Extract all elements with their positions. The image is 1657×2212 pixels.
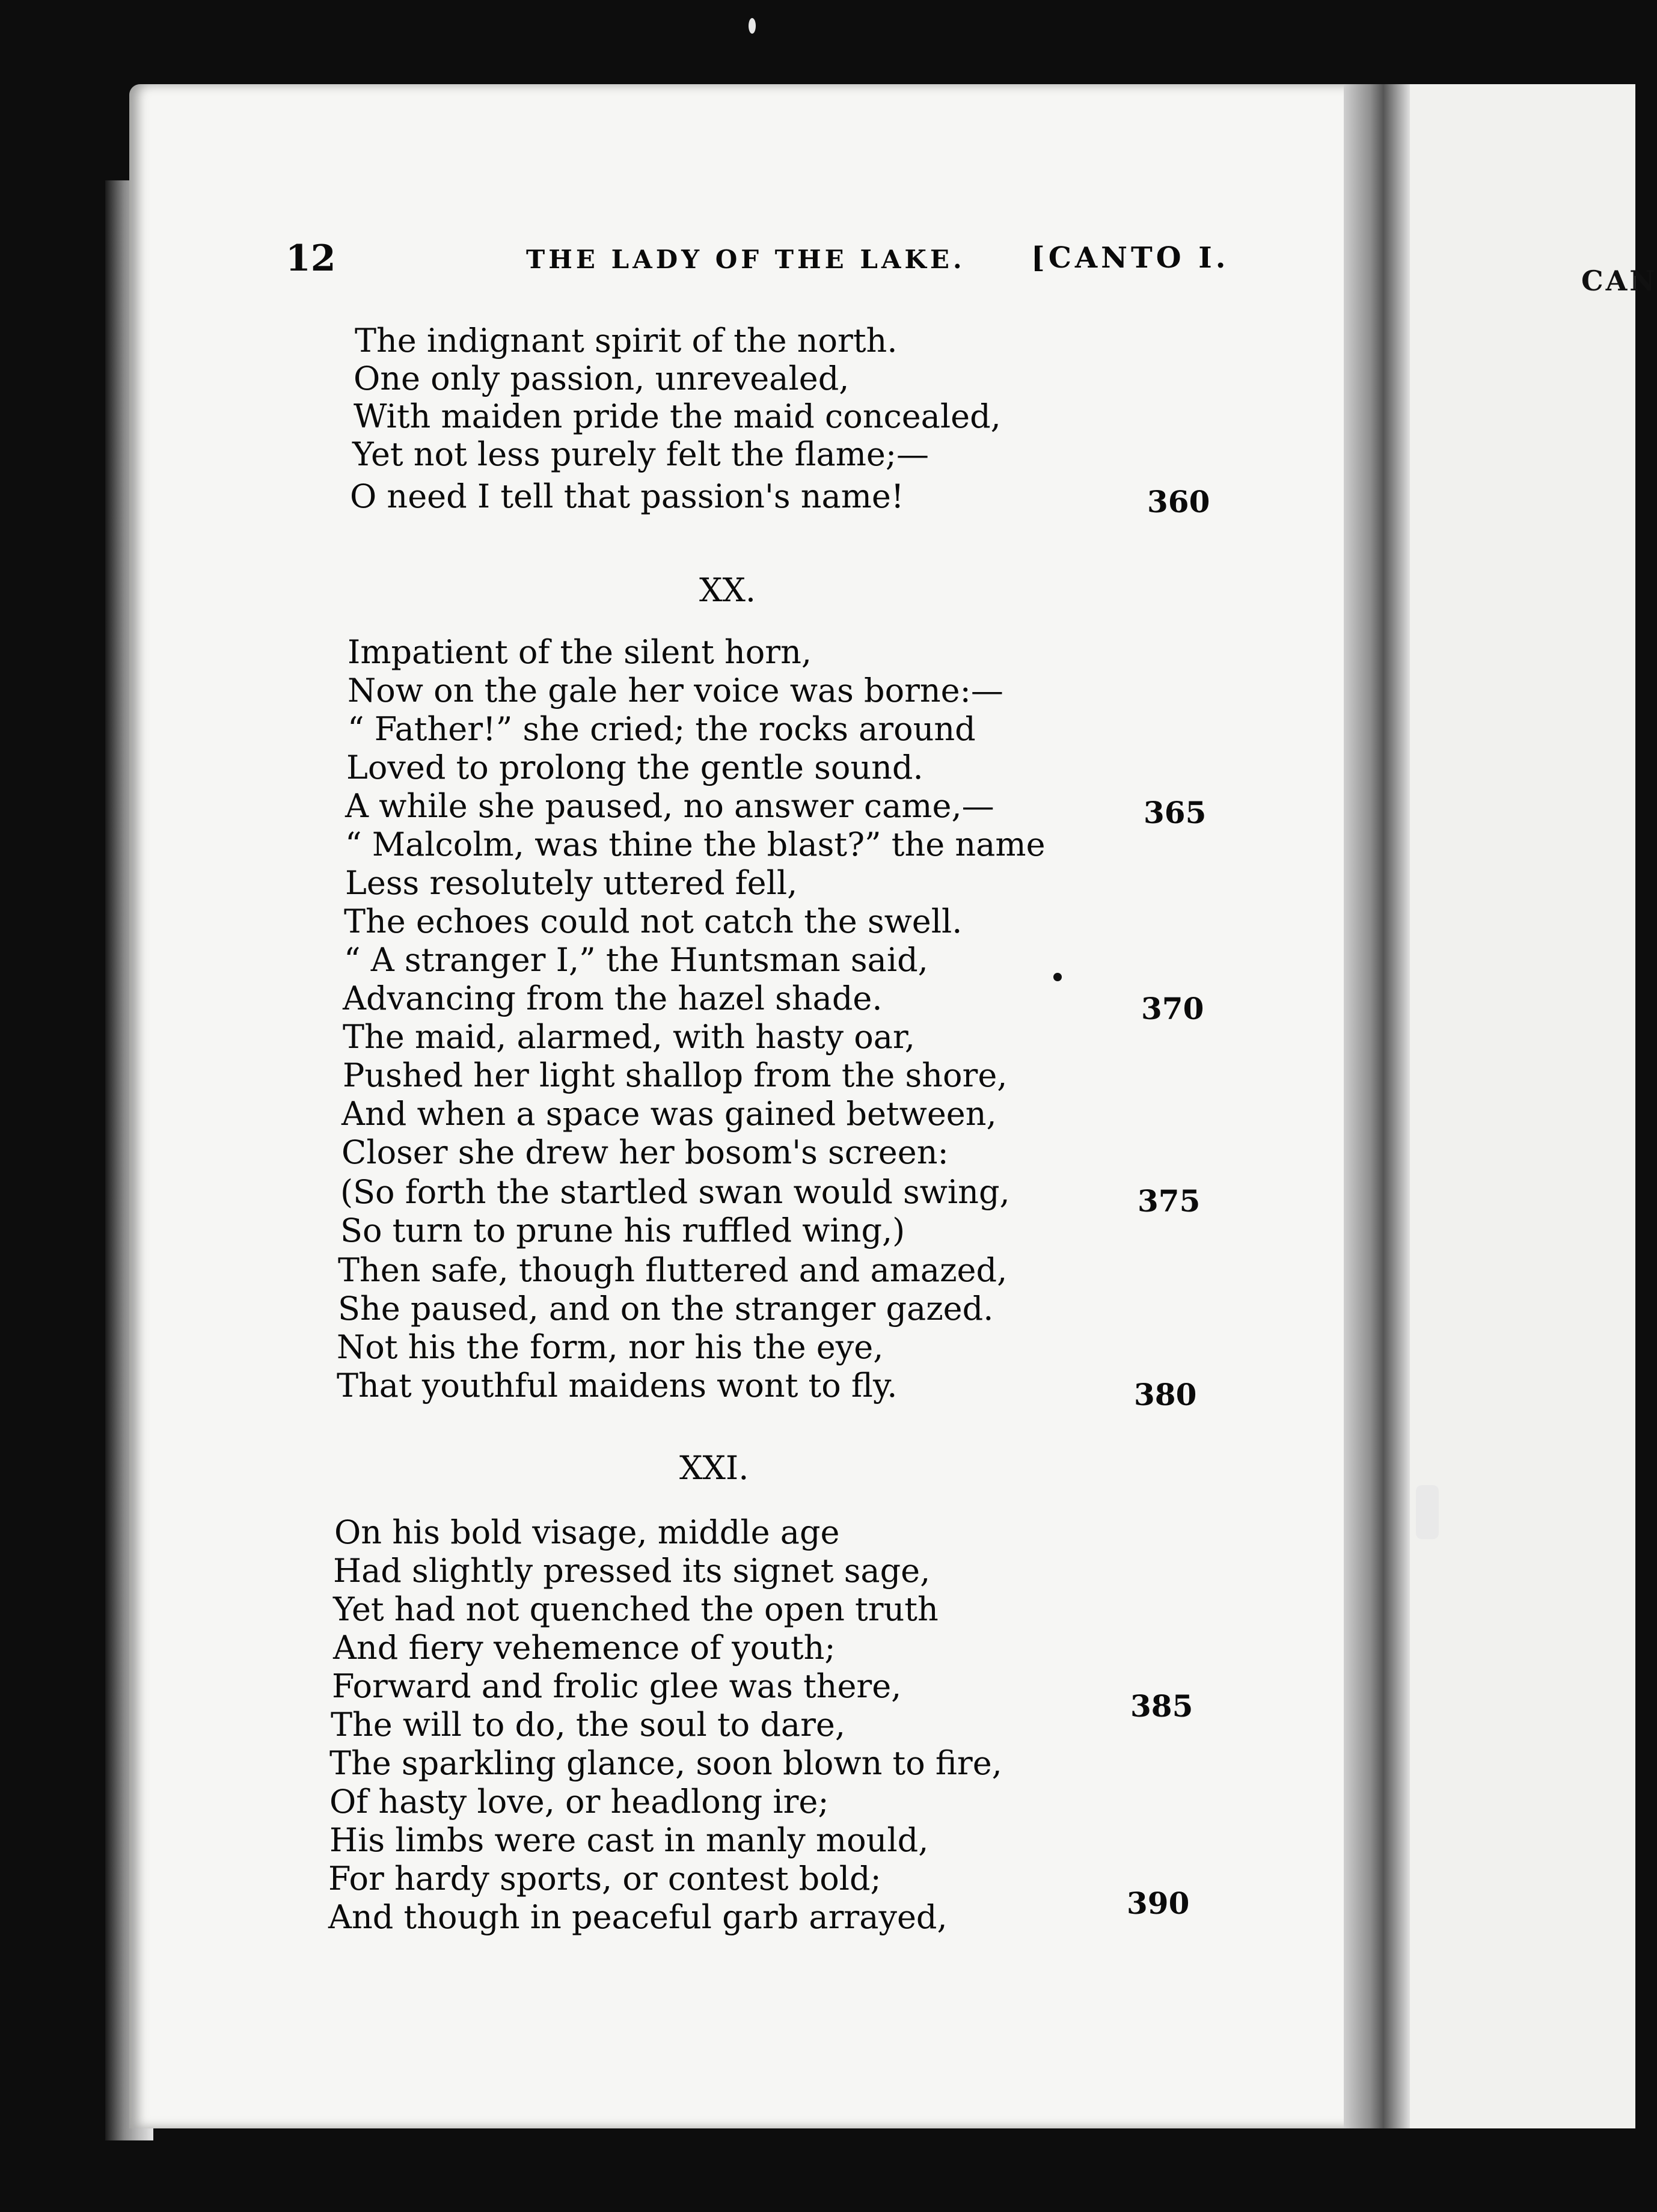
binding-tear [1416, 1485, 1439, 1539]
verse-line: Less resolutely uttered fell, [345, 864, 798, 902]
book-gutter [1344, 84, 1410, 2128]
scan-speck [749, 18, 756, 34]
verse-line: She paused, and on the stranger gazed. [338, 1290, 994, 1328]
verse-line: The will to do, the soul to dare, [331, 1706, 846, 1744]
verse-line: Loved to prolong the gentle sound. [346, 749, 923, 786]
facing-page-running-head: CAN [1581, 265, 1657, 297]
stanza-heading: XXI. [679, 1449, 749, 1487]
line-number: 390 [1127, 1886, 1190, 1921]
line-number: 370 [1141, 991, 1204, 1026]
verse-line: The sparkling glance, soon blown to fire, [329, 1744, 1002, 1782]
verse-line: One only passion, unrevealed, [354, 360, 850, 397]
verse-line: The indignant spirit of the north. [355, 322, 898, 360]
verse-line: Had slightly pressed its signet sage, [333, 1552, 931, 1590]
verse-line: His limbs were cast in manly mould, [329, 1821, 929, 1859]
verse-line: With maiden pride the maid concealed, [354, 397, 1001, 435]
verse-line: And fiery vehemence of youth; [333, 1629, 836, 1667]
line-number: 365 [1144, 795, 1207, 830]
right-page-facing [1401, 84, 1657, 2128]
verse-line: The maid, alarmed, with hasty oar, [343, 1018, 915, 1056]
verse-line: Pushed her light shallop from the shore, [343, 1056, 1008, 1094]
verse-line: On his bold visage, middle age [334, 1513, 840, 1551]
verse-line: Forward and frolic glee was there, [332, 1667, 902, 1705]
verse-line: Yet not less purely felt the flame;— [352, 435, 930, 473]
page-header [0, 237, 1635, 286]
running-title: THE LADY OF THE LAKE. [526, 245, 966, 274]
scan-speck [1053, 973, 1062, 981]
line-number: 380 [1134, 1377, 1197, 1412]
verse-line: Yet had not quenched the open truth [333, 1590, 939, 1628]
verse-line: O need I tell that passion's name! [350, 477, 904, 515]
verse-line: Advancing from the hazel shade. [343, 979, 883, 1017]
verse-line: (So forth the startled swan would swing, [340, 1173, 1010, 1211]
verse-line: Of hasty love, or headlong ire; [329, 1783, 829, 1821]
verse-line: And though in peaceful garb arrayed, [328, 1898, 948, 1936]
line-number: 385 [1130, 1688, 1193, 1724]
stanza-heading: XX. [699, 571, 756, 609]
verse-line: Then safe, though fluttered and amazed, [338, 1251, 1008, 1289]
verse-line: And when a space was gained between, [342, 1095, 997, 1133]
line-number: 375 [1138, 1183, 1201, 1219]
verse-line: “ Malcolm, was thine the blast?” the name [345, 826, 1046, 863]
verse-line: “ A stranger I,” the Huntsman said, [344, 941, 928, 979]
verse-line: A while she paused, no answer came,— [345, 787, 994, 825]
verse-line: For hardy sports, or contest bold; [328, 1860, 881, 1898]
verse-line: Now on the gale her voice was borne:— [348, 672, 1003, 709]
verse-line: The echoes could not catch the swell. [344, 902, 963, 940]
verse-line: So turn to prune his ruffled wing,) [340, 1212, 905, 1249]
verse-line: Impatient of the silent horn, [348, 633, 812, 671]
line-number: 360 [1147, 484, 1210, 519]
canto-label: [CANTO I. [1031, 241, 1230, 275]
verse-line: That youthful maidens wont to fly. [337, 1367, 898, 1405]
verse-line: Closer she drew her bosom's screen: [342, 1133, 949, 1171]
verse-line: “ Father!” she cried; the rocks around [348, 710, 976, 748]
page-number: 12 [286, 237, 336, 280]
verse-line: Not his the form, nor his the eye, [337, 1328, 884, 1366]
